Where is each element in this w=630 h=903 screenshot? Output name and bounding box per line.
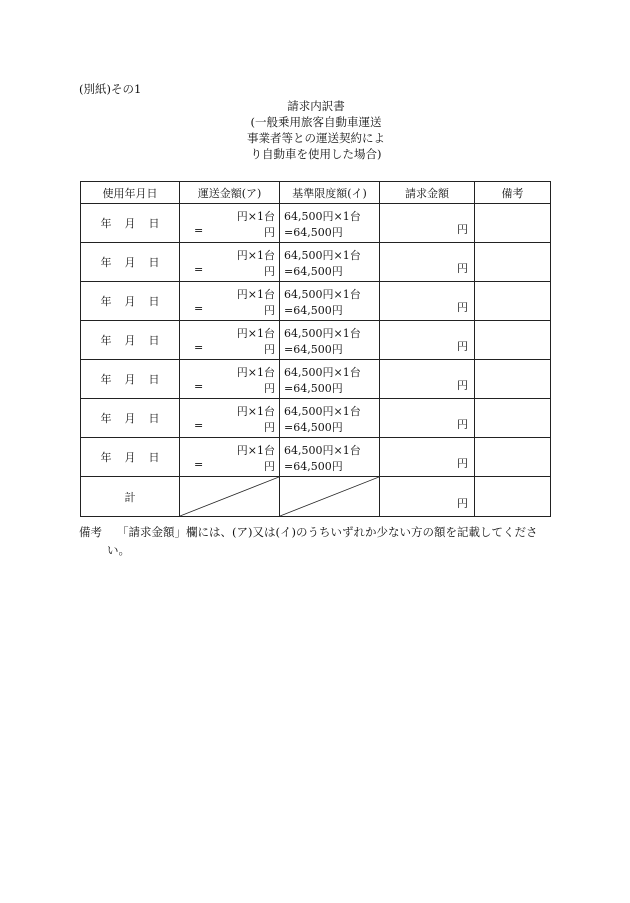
- standard-result: =64,500円: [284, 304, 343, 317]
- standard-limit-cell: [280, 282, 380, 321]
- annex-label: (別紙)その1: [79, 82, 142, 96]
- fare-rate: 円×1台: [236, 288, 275, 301]
- yen-unit: 円: [264, 382, 275, 395]
- equals-sign: =: [194, 458, 204, 471]
- standard-rate: 64,500円×1台: [284, 444, 361, 457]
- day-label: 日: [148, 334, 160, 347]
- day-label: 日: [148, 256, 160, 269]
- standard-limit-cell: [280, 399, 380, 438]
- diagonal-slash: [180, 477, 279, 516]
- month-label: 月: [124, 451, 136, 464]
- request-amount-cell: [380, 399, 475, 438]
- standard-rate: 64,500円×1台: [284, 288, 361, 301]
- fare-cell: [180, 321, 280, 360]
- date-cell: [81, 438, 180, 477]
- note-continuation: い。: [107, 543, 130, 557]
- remarks-cell: [475, 204, 551, 243]
- standard-rate: 64,500円×1台: [284, 210, 361, 223]
- yen-unit: 円: [457, 340, 468, 353]
- date-cell: [81, 282, 180, 321]
- yen-unit: 円: [264, 304, 275, 317]
- table-row: [81, 282, 551, 321]
- month-label: 月: [124, 373, 136, 386]
- remarks-cell: [475, 438, 551, 477]
- table-header-row: [81, 182, 551, 204]
- title-line-3: 事業者等との運送契約によ: [247, 131, 385, 145]
- total-remarks-cell: [475, 477, 551, 517]
- standard-rate: 64,500円×1台: [284, 249, 361, 262]
- remarks-cell: [475, 321, 551, 360]
- month-label: 月: [124, 256, 136, 269]
- standard-limit-cell: [280, 243, 380, 282]
- request-amount-cell: [380, 321, 475, 360]
- fare-rate: 円×1台: [236, 210, 275, 223]
- fare-cell: [180, 282, 280, 321]
- equals-sign: =: [194, 302, 204, 315]
- fare-rate: 円×1台: [236, 366, 275, 379]
- note: [79, 523, 554, 559]
- year-label: 年: [100, 373, 112, 386]
- title-line-2: (一般乗用旅客自動車運送: [250, 115, 382, 129]
- remarks-cell: [475, 360, 551, 399]
- yen-unit: 円: [264, 226, 275, 239]
- header-date: 使用年月日: [81, 182, 180, 204]
- standard-result: =64,500円: [284, 265, 343, 278]
- standard-rate: 64,500円×1台: [284, 366, 361, 379]
- fare-cell: [180, 204, 280, 243]
- request-amount-cell: [380, 438, 475, 477]
- header-remarks: 備考: [475, 182, 551, 204]
- date-cell: [81, 204, 180, 243]
- title-line-4: り自動車を使用した場合): [250, 147, 382, 161]
- total-fare-cell: [180, 477, 280, 517]
- fare-cell: [180, 243, 280, 282]
- date-cell: [81, 321, 180, 360]
- document-title: [216, 98, 416, 162]
- year-label: 年: [100, 412, 112, 425]
- equals-sign: =: [194, 380, 204, 393]
- yen-unit: 円: [264, 421, 275, 434]
- year-label: 年: [100, 217, 112, 230]
- yen-unit: 円: [457, 379, 468, 392]
- fare-rate: 円×1台: [236, 444, 275, 457]
- day-label: 日: [148, 373, 160, 386]
- request-amount-cell: [380, 204, 475, 243]
- yen-unit: 円: [457, 301, 468, 314]
- title-line-1: 請求内訳書: [287, 99, 345, 113]
- breakdown-table: [80, 181, 551, 517]
- yen-unit: 円: [264, 265, 275, 278]
- fare-rate: 円×1台: [236, 327, 275, 340]
- month-label: 月: [124, 412, 136, 425]
- yen-unit: 円: [264, 343, 275, 356]
- fare-rate: 円×1台: [236, 249, 275, 262]
- remarks-cell: [475, 282, 551, 321]
- year-label: 年: [100, 334, 112, 347]
- standard-result: =64,500円: [284, 226, 343, 239]
- year-label: 年: [100, 256, 112, 269]
- header-fare: 運送金額(ア): [180, 182, 280, 204]
- fare-cell: [180, 438, 280, 477]
- fare-rate: 円×1台: [236, 405, 275, 418]
- month-label: 月: [124, 295, 136, 308]
- note-text: 「請求金額」欄には、(ア)又は(イ)のうちいずれか少ない方の額を記載してくださ: [117, 525, 538, 539]
- fare-cell: [180, 399, 280, 438]
- total-request-cell: [380, 477, 475, 517]
- diagonal-slash: [280, 477, 379, 516]
- standard-result: =64,500円: [284, 382, 343, 395]
- fare-cell: [180, 360, 280, 399]
- month-label: 月: [124, 217, 136, 230]
- standard-limit-cell: [280, 438, 380, 477]
- table-row: [81, 204, 551, 243]
- year-label: 年: [100, 295, 112, 308]
- total-standard-cell: [280, 477, 380, 517]
- total-label: 計: [81, 477, 180, 517]
- request-amount-cell: [380, 360, 475, 399]
- equals-sign: =: [194, 341, 204, 354]
- day-label: 日: [148, 451, 160, 464]
- year-label: 年: [100, 451, 112, 464]
- table-row: [81, 243, 551, 282]
- standard-result: =64,500円: [284, 343, 343, 356]
- yen-unit: 円: [457, 223, 468, 236]
- month-label: 月: [124, 334, 136, 347]
- total-row: [81, 477, 551, 517]
- request-amount-cell: [380, 282, 475, 321]
- day-label: 日: [148, 217, 160, 230]
- standard-result: =64,500円: [284, 421, 343, 434]
- yen-unit: 円: [457, 497, 468, 510]
- date-cell: [81, 243, 180, 282]
- standard-limit-cell: [280, 204, 380, 243]
- standard-rate: 64,500円×1台: [284, 327, 361, 340]
- yen-unit: 円: [457, 262, 468, 275]
- equals-sign: =: [194, 419, 204, 432]
- day-label: 日: [148, 295, 160, 308]
- table-row: [81, 321, 551, 360]
- day-label: 日: [148, 412, 160, 425]
- header-request-amount: 請求金額: [380, 182, 475, 204]
- table-row: [81, 438, 551, 477]
- standard-result: =64,500円: [284, 460, 343, 473]
- yen-unit: 円: [457, 418, 468, 431]
- header-standard-limit: 基準限度額(イ): [280, 182, 380, 204]
- standard-rate: 64,500円×1台: [284, 405, 361, 418]
- remarks-cell: [475, 243, 551, 282]
- date-cell: [81, 399, 180, 438]
- table-row: [81, 399, 551, 438]
- standard-limit-cell: [280, 360, 380, 399]
- yen-unit: 円: [264, 460, 275, 473]
- standard-limit-cell: [280, 321, 380, 360]
- table-row: [81, 360, 551, 399]
- equals-sign: =: [194, 263, 204, 276]
- remarks-cell: [475, 399, 551, 438]
- date-cell: [81, 360, 180, 399]
- note-head: 備考: [79, 525, 102, 539]
- request-amount-cell: [380, 243, 475, 282]
- yen-unit: 円: [457, 457, 468, 470]
- equals-sign: =: [194, 224, 204, 237]
